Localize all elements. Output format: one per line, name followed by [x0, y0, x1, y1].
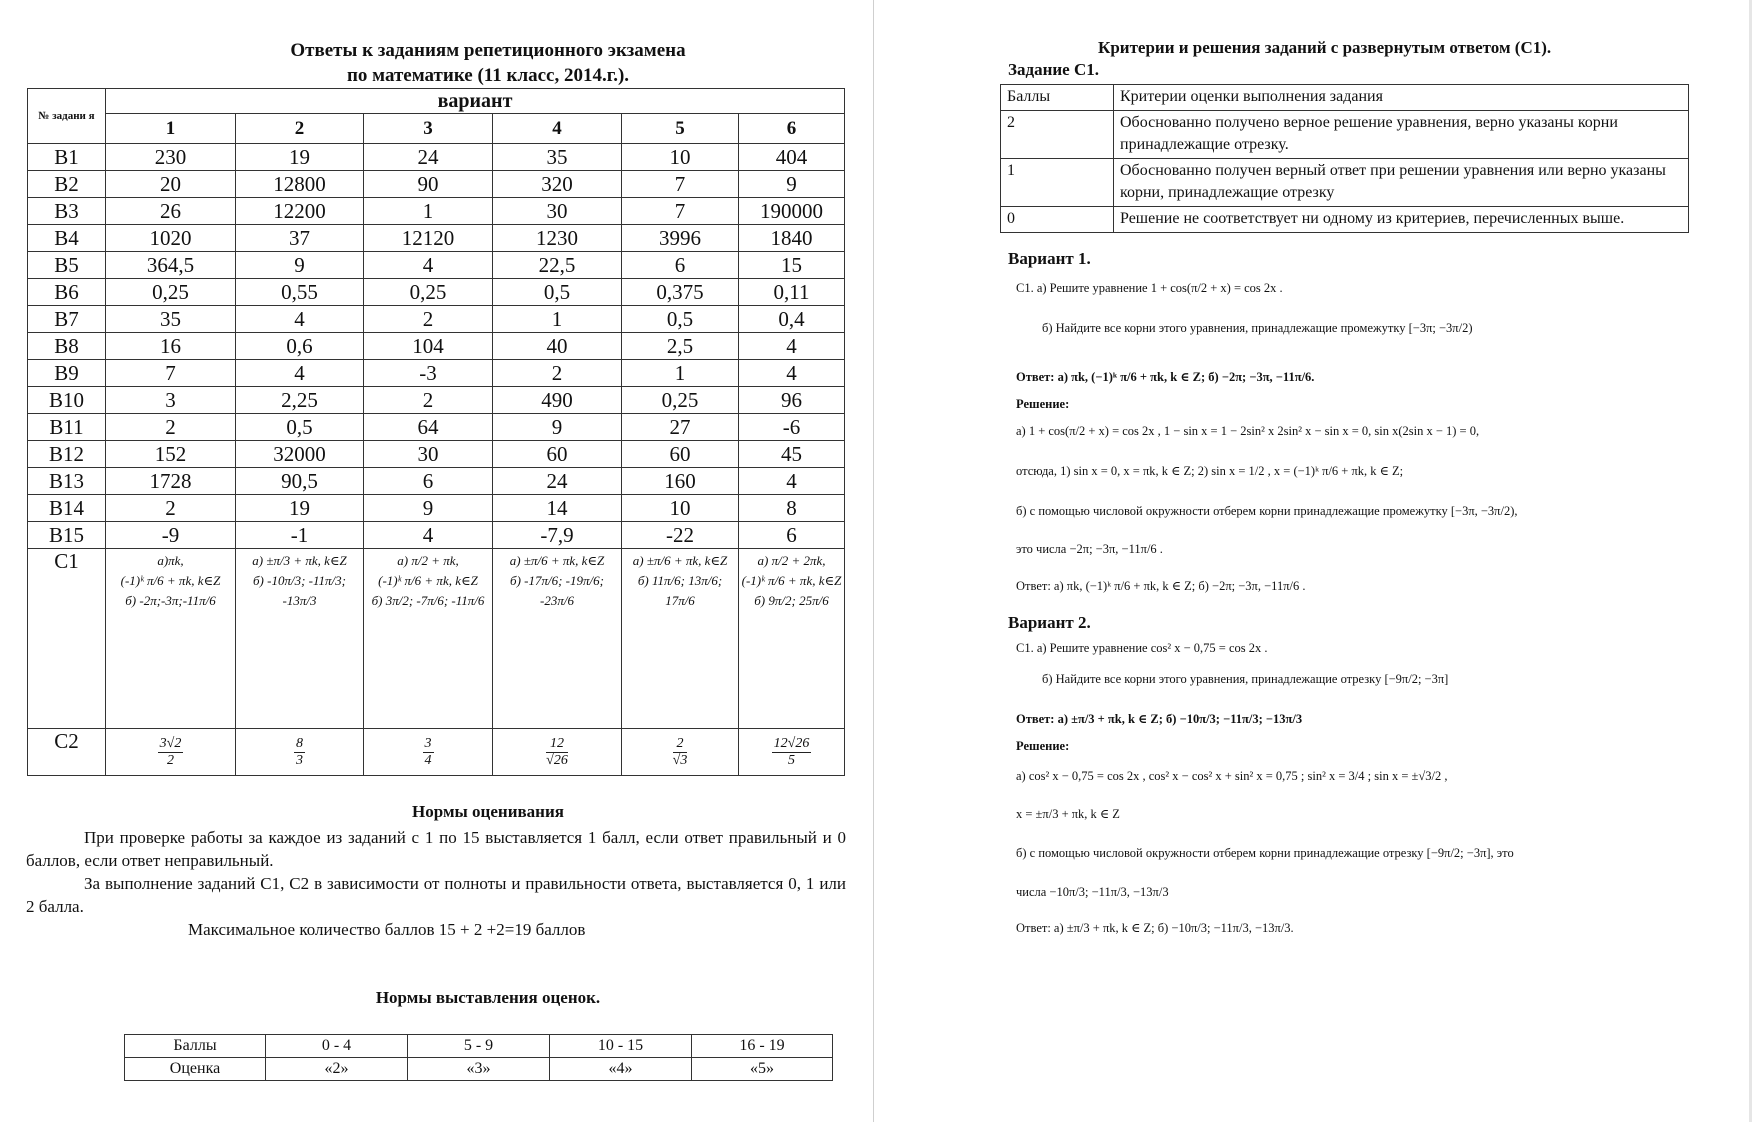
answer-cell: 2	[364, 306, 493, 333]
answer-cell: 19	[236, 144, 364, 171]
answer-cell: -7,9	[493, 522, 622, 549]
grades-table	[124, 1034, 833, 1081]
v1-task-b: б) Найдите все корни этого уравнения, принадлежащие промежутку [−3π; −3π/2)	[1042, 321, 1473, 335]
answer-row	[28, 468, 845, 495]
v2-task-a: С1. а) Решите уравнение cos² x − 0,75 = cos 2x .	[1016, 641, 1268, 655]
answer-cell: 2	[493, 360, 622, 387]
criteria-title: Критерии и решения заданий с развернутым ответом (С1).	[1098, 38, 1552, 57]
grade-cell: Оценка	[125, 1058, 266, 1081]
variant-number: 2	[236, 114, 364, 144]
criteria-text: Обоснованно получен верный ответ при решении уравнения или верно указаны корни, принадлежащие отрезку	[1114, 159, 1689, 207]
criteria-table	[1000, 84, 1689, 233]
answer-cell: 9	[739, 171, 845, 198]
answer-cell: -6	[739, 414, 845, 441]
grade-cell: «4»	[550, 1058, 692, 1081]
answer-cell: 2	[364, 387, 493, 414]
grades-title: Нормы выставления оценок.	[375, 988, 601, 1007]
task-label: B13	[28, 468, 106, 495]
task-label: B7	[28, 306, 106, 333]
answer-cell: 9	[236, 252, 364, 279]
task-label: B14	[28, 495, 106, 522]
variant-number-row	[28, 114, 845, 144]
grade-cell: 5 - 9	[408, 1035, 550, 1058]
answer-cell: 160	[622, 468, 739, 495]
c1-answer-cell: а) π/2 + πk, (-1)ᵏ π/6 + πk, k∈Z б) 3π/2; -7π/6; -11π/6	[364, 549, 493, 729]
fraction-numerator: 2	[673, 736, 688, 753]
task-label: B12	[28, 441, 106, 468]
fraction-numerator: 3	[424, 735, 432, 751]
fraction-denominator: √26	[546, 752, 568, 768]
grades-row-points	[125, 1035, 833, 1058]
fraction	[673, 736, 688, 769]
answers-title-line2: по математике (11 класс, 2014.г.).	[346, 65, 630, 86]
answer-row	[28, 306, 845, 333]
answer-cell: 16	[106, 333, 236, 360]
criteria-score: 0	[1001, 207, 1114, 233]
fraction-denominator: √3	[672, 752, 688, 768]
answer-cell: 3	[106, 387, 236, 414]
header-task-number: № задани я	[28, 89, 106, 144]
answer-cell: 6	[739, 522, 845, 549]
page-divider	[873, 0, 874, 1122]
answer-cell: 30	[493, 198, 622, 225]
c2-answer-cell	[106, 729, 236, 776]
answer-cell: -3	[364, 360, 493, 387]
answer-cell: -22	[622, 522, 739, 549]
answer-cell: 1728	[106, 468, 236, 495]
v2-task-b: б) Найдите все корни этого уравнения, принадлежащие отрезку [−9π/2; −3π]	[1042, 672, 1449, 686]
answer-cell: 2,25	[236, 387, 364, 414]
answer-row	[28, 495, 845, 522]
answer-cell: 4	[739, 333, 845, 360]
answer-cell: 12120	[364, 225, 493, 252]
criteria-score: 2	[1001, 111, 1114, 159]
answer-cell: 0,25	[622, 387, 739, 414]
answer-rows	[28, 144, 845, 549]
answer-cell: 9	[364, 495, 493, 522]
answer-cell: 1020	[106, 225, 236, 252]
answer-cell: 37	[236, 225, 364, 252]
fraction-denominator: 2	[167, 752, 174, 768]
answer-cell: 4	[739, 360, 845, 387]
answer-cell: 1840	[739, 225, 845, 252]
answer-cell: 320	[493, 171, 622, 198]
variant2-title: Вариант 2.	[1008, 613, 1091, 632]
answer-cell: 6	[622, 252, 739, 279]
answer-row	[28, 252, 845, 279]
grade-cell: «3»	[408, 1058, 550, 1081]
answer-cell: 32000	[236, 441, 364, 468]
norms-paragraph-1: При проверке работы за каждое из заданий с 1 по 15 выставляется 1 балл, если ответ правильный и 0 баллов, если ответ неправильный.	[26, 828, 846, 870]
c2-answer-cell	[236, 729, 364, 776]
v1-solution-line1: а) 1 + cos(π/2 + x) = cos 2x , 1 − sin x = 1 − 2sin² x 2sin² x − sin x = 0, sin x(2sin x − 1) = 0,	[1016, 424, 1480, 438]
answer-cell: -1	[236, 522, 364, 549]
criteria-score: 1	[1001, 159, 1114, 207]
answer-cell: 35	[493, 144, 622, 171]
v1-task-a: С1. а) Решите уравнение 1 + cos(π/2 + x) = cos 2x .	[1016, 281, 1283, 295]
answer-cell: 35	[106, 306, 236, 333]
criteria-head-score: Баллы	[1001, 85, 1114, 111]
answer-cell: 404	[739, 144, 845, 171]
answer-cell: 27	[622, 414, 739, 441]
fraction-numerator: 8	[296, 735, 303, 751]
c1-answer-cell: а) π/2 + 2πk, (-1)ᵏ π/6 + πk, k∈Z б) 9π/2; 25π/6	[739, 549, 845, 729]
fraction	[158, 736, 184, 769]
v2-solution-line4: числа −10π/3; −11π/3, −13π/3	[1016, 885, 1169, 899]
task-label: B2	[28, 171, 106, 198]
c1-answer-cell: а) ±π/6 + πk, k∈Z б) -17π/6; -19π/6; -23π/6	[493, 549, 622, 729]
answer-cell: 1230	[493, 225, 622, 252]
fraction-denominator: 5	[788, 752, 795, 768]
answer-cell: 2,5	[622, 333, 739, 360]
answer-cell: 24	[364, 144, 493, 171]
variant-number: 4	[493, 114, 622, 144]
fraction-denominator: 4	[424, 752, 432, 768]
c1-answer-cell: а) ±π/3 + πk, k∈Z б) -10π/3; -11π/3; -13π/3	[236, 549, 364, 729]
c1-answer-cell: а)πk, (-1)ᵏ π/6 + πk, k∈Z б) -2π;-3π;-11π/6	[106, 549, 236, 729]
v2-solution-answer: Ответ: а) ±π/3 + πk, k ∈ Z; б) −10π/3; −11π/3, −13π/3.	[1016, 921, 1294, 935]
c2-answer-cell	[364, 729, 493, 776]
answer-cell: 2	[106, 495, 236, 522]
answer-cell: 0,5	[493, 279, 622, 306]
answer-cell: 7	[106, 360, 236, 387]
fraction-numerator: 3√2	[159, 735, 182, 751]
answer-cell: -9	[106, 522, 236, 549]
answer-cell: 40	[493, 333, 622, 360]
answer-cell: 0,25	[106, 279, 236, 306]
answer-cell: 190000	[739, 198, 845, 225]
c2-label: C2	[28, 729, 106, 776]
norms-title: Нормы оценивания	[412, 802, 564, 821]
answer-row	[28, 522, 845, 549]
answer-cell: 45	[739, 441, 845, 468]
criteria-text: Решение не соответствует ни одному из критериев, перечисленных выше.	[1114, 207, 1689, 233]
answer-cell: 1	[622, 360, 739, 387]
answer-cell: 8	[739, 495, 845, 522]
task-label: B5	[28, 252, 106, 279]
task-label: B3	[28, 198, 106, 225]
answer-cell: 64	[364, 414, 493, 441]
variant-number: 3	[364, 114, 493, 144]
answer-cell: 1	[493, 306, 622, 333]
grade-cell: «2»	[266, 1058, 408, 1081]
answer-cell: 152	[106, 441, 236, 468]
answer-cell: 0,55	[236, 279, 364, 306]
v2-answer: Ответ: а) ±π/3 + πk, k ∈ Z; б) −10π/3; −11π/3; −13π/3	[1016, 712, 1303, 726]
c1-answer-cell: а) ±π/6 + πk, k∈Z б) 11π/6; 13π/6; 17π/6	[622, 549, 739, 729]
answer-cell: 0,5	[236, 414, 364, 441]
fraction-numerator: 12√26	[773, 735, 810, 751]
grade-cell: Баллы	[125, 1035, 266, 1058]
fraction	[423, 736, 434, 769]
answer-cell: 0,11	[739, 279, 845, 306]
c2-answer-cell	[739, 729, 845, 776]
fraction	[772, 736, 812, 769]
answers-table	[27, 88, 845, 776]
answer-cell: 10	[622, 495, 739, 522]
answer-cell: 96	[739, 387, 845, 414]
answer-cell: 0,375	[622, 279, 739, 306]
c2-answer-cell	[622, 729, 739, 776]
variant-number: 1	[106, 114, 236, 144]
answer-cell: 6	[364, 468, 493, 495]
answer-cell: 4	[236, 306, 364, 333]
answer-cell: 490	[493, 387, 622, 414]
variant-number: 5	[622, 114, 739, 144]
answer-row	[28, 198, 845, 225]
answer-cell: 364,5	[106, 252, 236, 279]
answer-cell: 20	[106, 171, 236, 198]
task-label: B1	[28, 144, 106, 171]
answer-cell: 24	[493, 468, 622, 495]
answer-row	[28, 171, 845, 198]
task-label: B4	[28, 225, 106, 252]
answer-cell: 90,5	[236, 468, 364, 495]
fraction	[294, 736, 305, 769]
answer-row	[28, 279, 845, 306]
c2-answer-cell	[493, 729, 622, 776]
task-label: B11	[28, 414, 106, 441]
norms-paragraph-2: За выполнение заданий С1, С2 в зависимости от полноты и правильности ответа, выставляется 0, 1 или 2 балла.	[26, 874, 846, 916]
variant-number: 6	[739, 114, 845, 144]
c1-label: C1	[28, 549, 106, 729]
v1-solution-label: Решение:	[1016, 397, 1070, 411]
answer-cell: 9	[493, 414, 622, 441]
answer-cell: 7	[622, 198, 739, 225]
grade-cell: 10 - 15	[550, 1035, 692, 1058]
criteria-text: Обоснованно получено верное решение уравнения, верно указаны корни принадлежащие отрезку.	[1114, 111, 1689, 159]
answer-cell: 4	[739, 468, 845, 495]
answer-cell: 230	[106, 144, 236, 171]
header-variant: вариант	[106, 89, 845, 114]
answer-row	[28, 414, 845, 441]
answer-cell: 2	[106, 414, 236, 441]
fraction-numerator: 12	[546, 736, 568, 753]
answer-row	[28, 144, 845, 171]
answer-row	[28, 387, 845, 414]
answer-cell: 90	[364, 171, 493, 198]
answer-cell: 60	[493, 441, 622, 468]
answer-cell: 0,6	[236, 333, 364, 360]
answer-cell: 22,5	[493, 252, 622, 279]
task-label: B15	[28, 522, 106, 549]
variant1-title: Вариант 1.	[1008, 249, 1091, 268]
answer-cell: 0,25	[364, 279, 493, 306]
v1-answer: Ответ: а) πk, (−1)ᵏ π/6 + πk, k ∈ Z; б) −2π; −3π, −11π/6.	[1016, 370, 1315, 384]
task-label: B10	[28, 387, 106, 414]
grade-cell: «5»	[692, 1058, 833, 1081]
answer-cell: 12200	[236, 198, 364, 225]
answer-cell: 14	[493, 495, 622, 522]
answer-cell: 0,5	[622, 306, 739, 333]
answer-cell: 7	[622, 171, 739, 198]
v2-solution-label: Решение:	[1016, 739, 1070, 753]
answer-cell: 4	[364, 252, 493, 279]
grade-cell: 0 - 4	[266, 1035, 408, 1058]
answer-cell: 15	[739, 252, 845, 279]
task-label: B9	[28, 360, 106, 387]
answer-cell: 19	[236, 495, 364, 522]
v1-solution-line2: отсюда, 1) sin x = 0, x = πk, k ∈ Z; 2) sin x = 1/2 , x = (−1)ᵏ π/6 + πk, k ∈ Z;	[1016, 464, 1404, 478]
answer-cell: 12800	[236, 171, 364, 198]
task-c1-label: Задание С1.	[1008, 60, 1099, 79]
answer-cell: 60	[622, 441, 739, 468]
answer-row	[28, 225, 845, 252]
task-label: B6	[28, 279, 106, 306]
grades-row-marks	[125, 1058, 833, 1081]
v1-solution-line3: б) с помощью числовой окружности отберем корни принадлежащие промежутку [−3π, −3π/2),	[1016, 504, 1518, 518]
answer-row	[28, 333, 845, 360]
v2-solution-line2: x = ±π/3 + πk, k ∈ Z	[1016, 807, 1120, 821]
v1-solution-answer: Ответ: а) πk, (−1)ᵏ π/6 + πk, k ∈ Z; б) −2π; −3π, −11π/6 .	[1016, 579, 1306, 593]
c1-row	[28, 549, 845, 729]
answer-cell: 104	[364, 333, 493, 360]
v2-solution-line1: а) cos² x − 0,75 = cos 2x , cos² x − cos² x + sin² x = 0,75 ; sin² x = 3/4 ; sin x = ±√3/2 ,	[1016, 769, 1448, 783]
answers-title-line1: Ответы к заданиям репетиционного экзамена	[290, 40, 686, 61]
criteria-head-text: Критерии оценки выполнения задания	[1114, 85, 1689, 111]
answer-row	[28, 441, 845, 468]
v1-solution-line4: это числа −2π; −3π, −11π/6 .	[1016, 542, 1163, 556]
answer-cell: 4	[364, 522, 493, 549]
c2-row	[28, 729, 845, 776]
fraction	[546, 736, 568, 769]
grade-cell: 16 - 19	[692, 1035, 833, 1058]
task-label: B8	[28, 333, 106, 360]
answer-cell: 0,4	[739, 306, 845, 333]
v2-solution-line3: б) с помощью числовой окружности отберем корни принадлежащие отрезку [−9π/2; −3π], это	[1016, 846, 1514, 860]
answer-cell: 10	[622, 144, 739, 171]
answer-cell: 4	[236, 360, 364, 387]
answer-row	[28, 360, 845, 387]
answer-cell: 3996	[622, 225, 739, 252]
norms-paragraph-3: Максимальное количество баллов 15 + 2 +2=19 баллов	[188, 920, 586, 939]
answer-cell: 30	[364, 441, 493, 468]
answer-cell: 1	[364, 198, 493, 225]
answer-cell: 26	[106, 198, 236, 225]
fraction-denominator: 3	[296, 752, 303, 768]
